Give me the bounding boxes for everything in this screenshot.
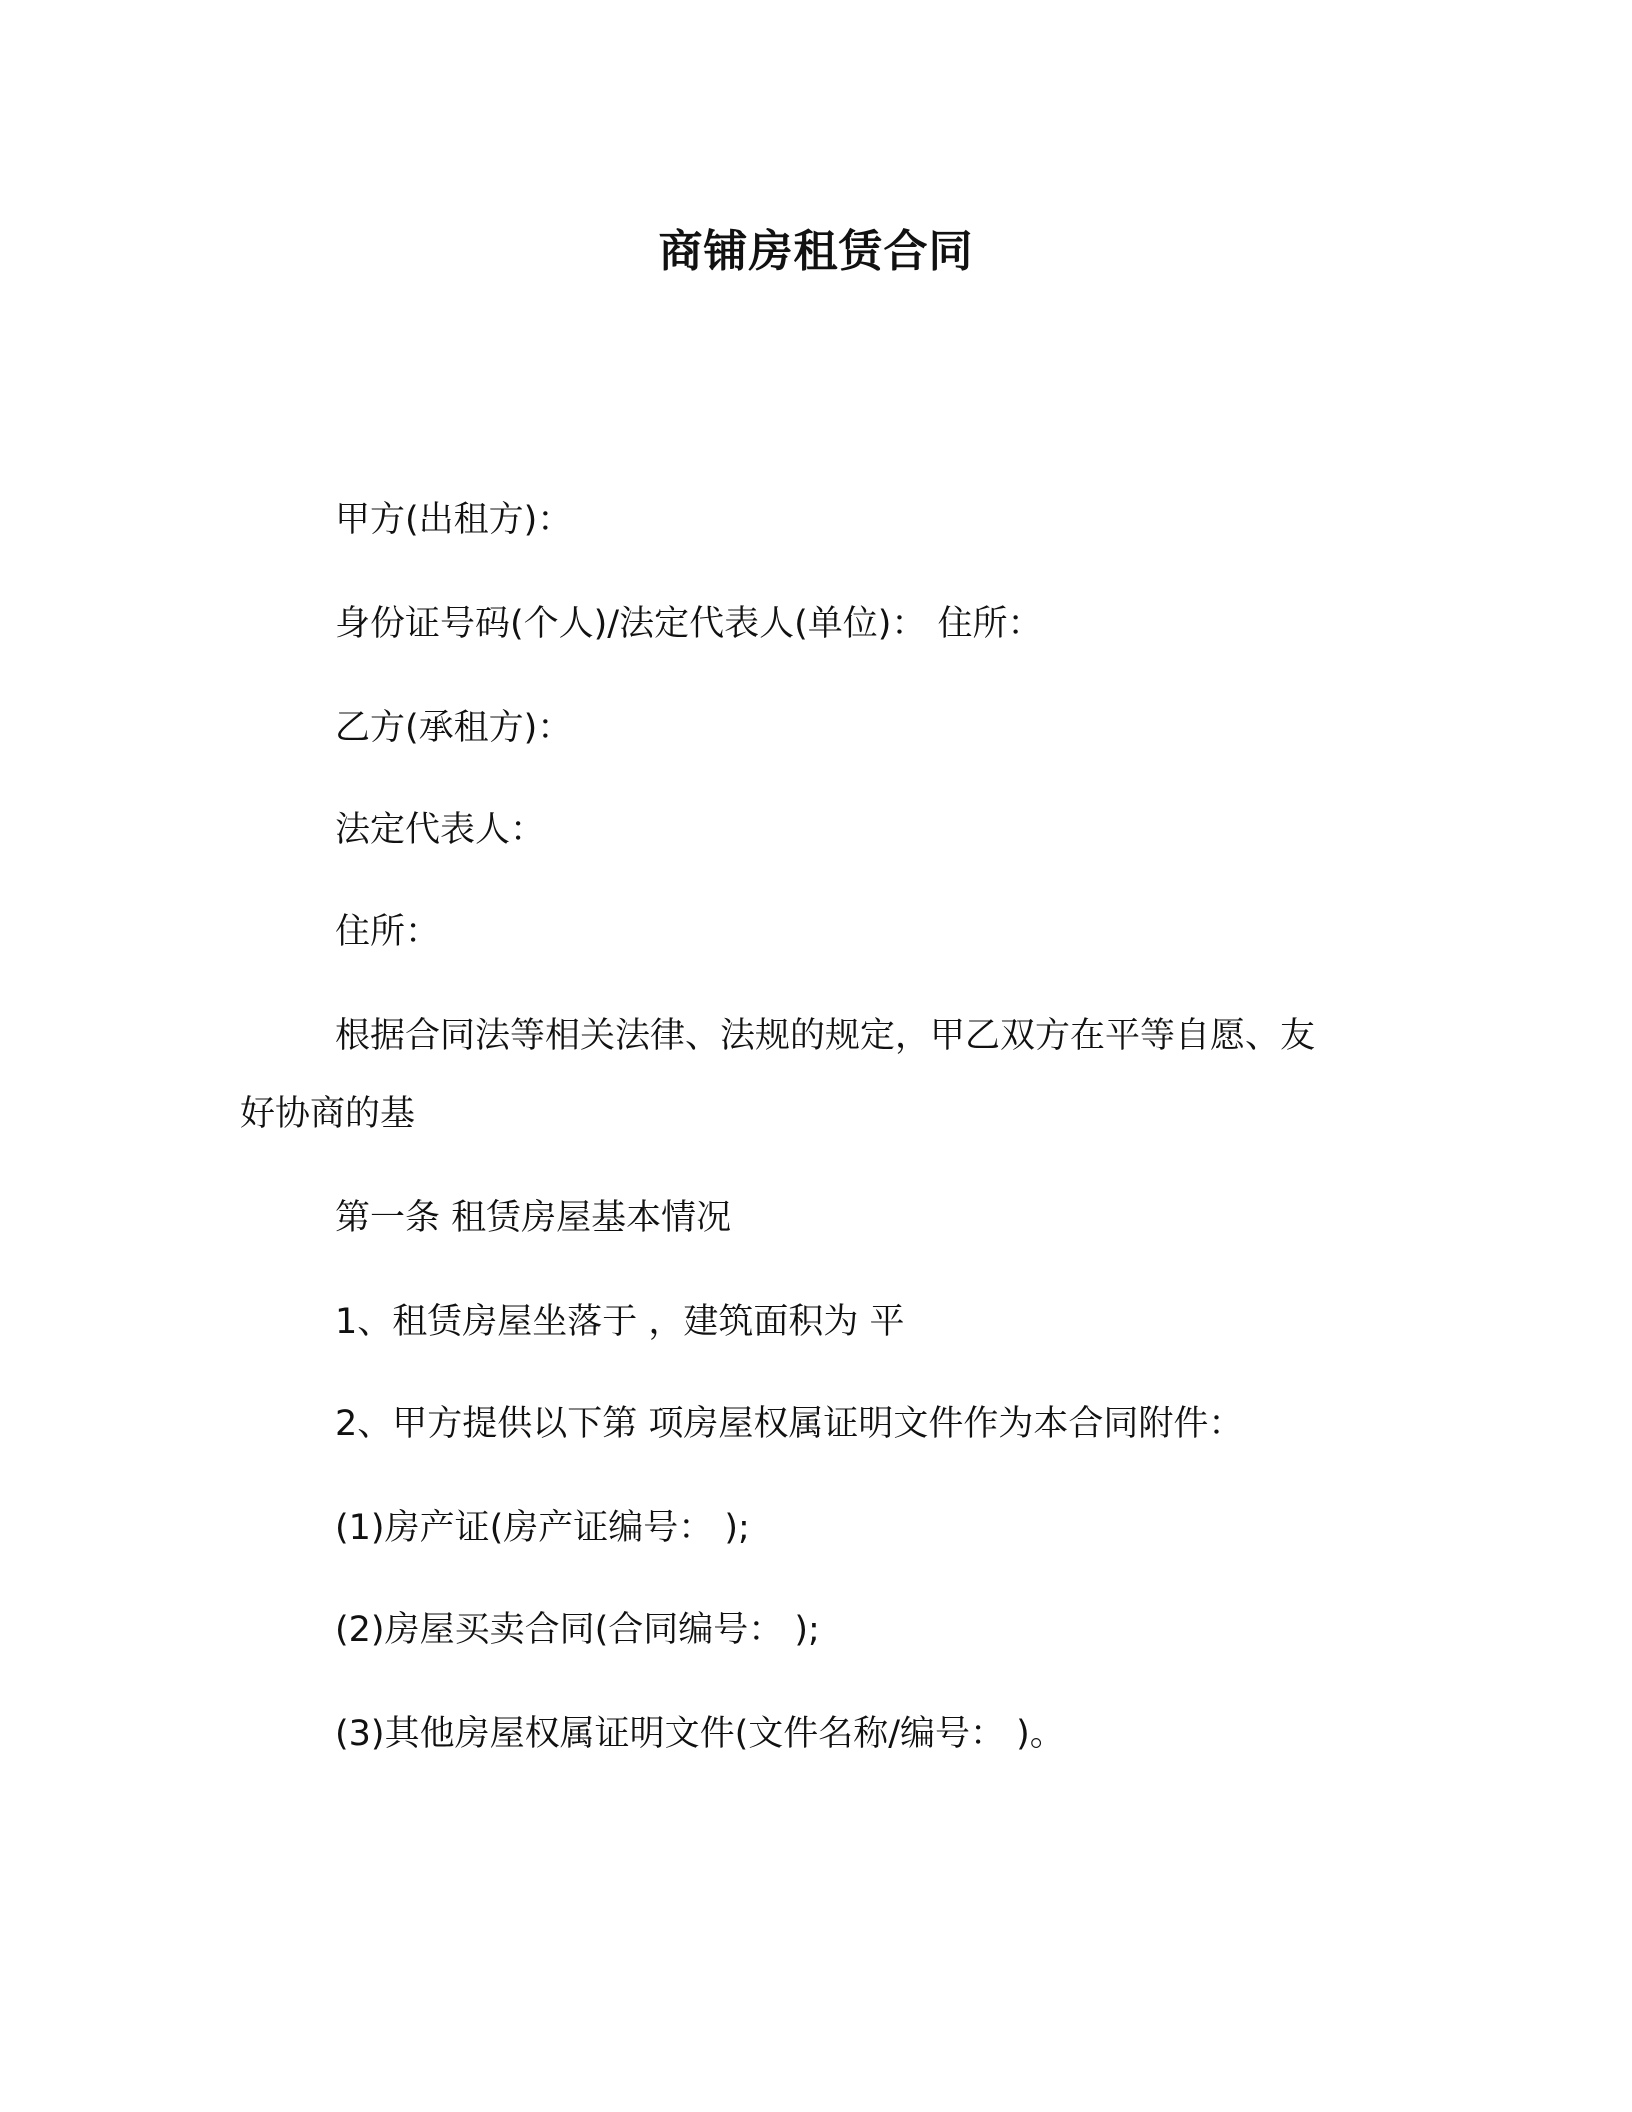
article-1-clause-1: 1、租赁房屋坐落于 ，建筑面积为 平 (335, 1302, 905, 1342)
party-b-address: 住所： (335, 912, 441, 952)
preamble-paragraph-line-2: 好协商的基 (240, 1094, 416, 1134)
article-1-clause-2: 2、甲方提供以下第 项房屋权属证明文件作为本合同附件： (335, 1404, 1244, 1444)
document-title: 商铺房租赁合同 (658, 226, 974, 277)
party-b-lessee: 乙方(承租方)： (335, 708, 573, 748)
attachment-item-1: (1)房产证(房产证编号： ); (335, 1508, 750, 1548)
attachment-item-2: (2)房屋买卖合同(合同编号： ); (335, 1610, 820, 1650)
party-a-lessor: 甲方(出租方)： (335, 500, 573, 540)
attachment-item-3: (3)其他房屋权属证明文件(文件名称/编号： )。 (335, 1714, 1065, 1754)
party-b-legal-representative: 法定代表人： (335, 810, 546, 850)
article-1-heading: 第一条 租赁房屋基本情况 (335, 1198, 732, 1238)
preamble-paragraph-line-1: 根据合同法等相关法律、法规的规定，甲乙双方在平等自愿、友 (335, 1016, 1316, 1056)
party-a-id-and-address: 身份证号码(个人)/法定代表人(单位)： 住所： (335, 604, 1043, 644)
